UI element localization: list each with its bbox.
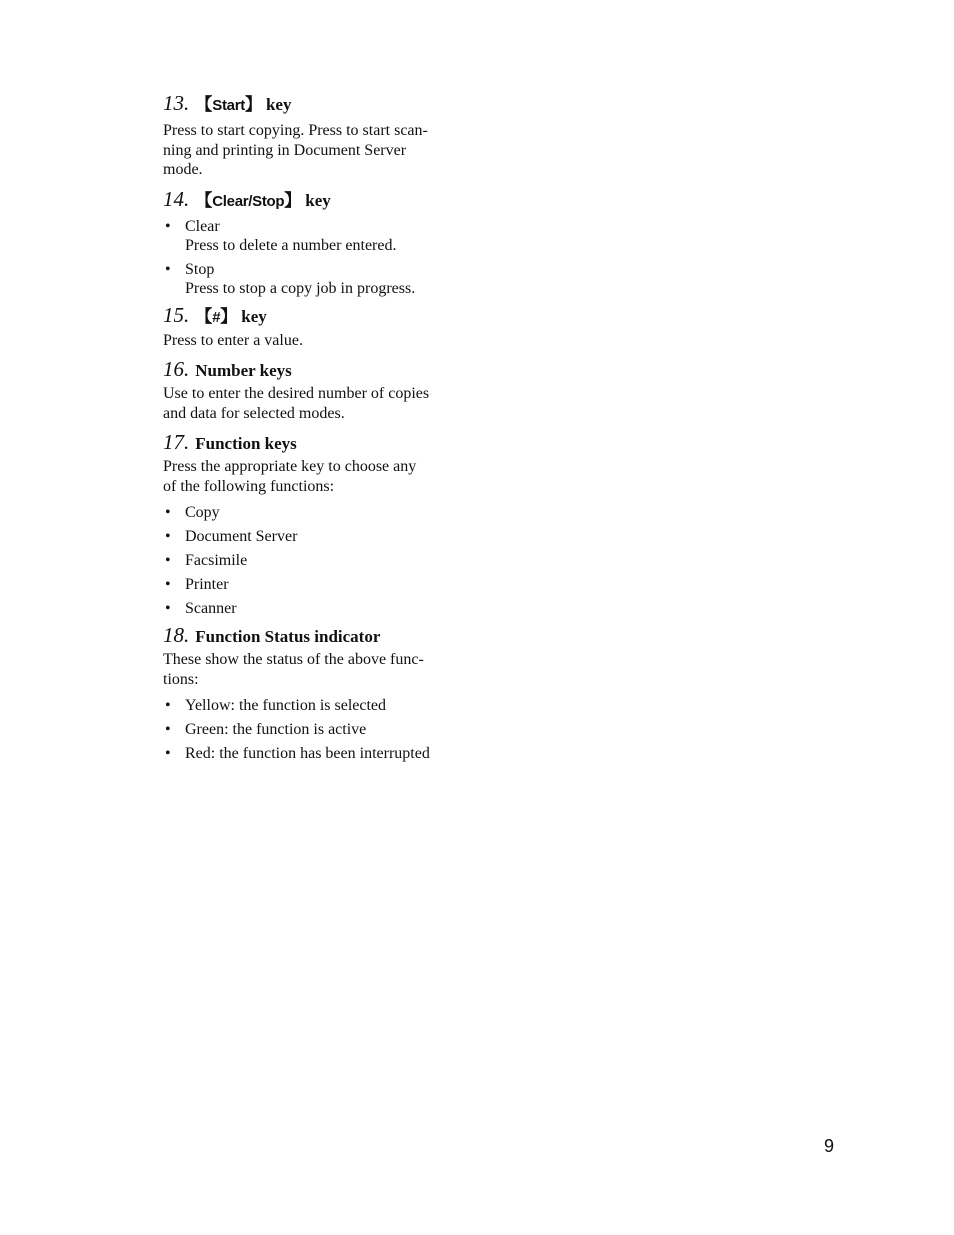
list-item	[163, 217, 460, 255]
section-number: 14.	[163, 186, 190, 211]
key-suffix: key	[265, 95, 292, 114]
list-item: • Copy	[163, 503, 460, 522]
section-heading	[163, 188, 460, 213]
list-item: • Scanner	[163, 599, 460, 618]
body-line: Use to enter the desired number of copies	[163, 385, 430, 402]
section-body	[163, 384, 460, 423]
left-bracket: 【	[195, 190, 213, 210]
section-number: 13.	[163, 91, 190, 115]
section-number-keys	[163, 358, 460, 423]
item-label: • Stop	[185, 260, 215, 278]
section-body	[163, 121, 460, 180]
key-suffix: key	[305, 190, 331, 210]
right-bracket: 】	[244, 95, 262, 114]
key-name: Clear/Stop	[212, 192, 285, 210]
list-item: • Printer	[163, 575, 460, 594]
section-heading	[163, 304, 460, 329]
bullet-list	[163, 217, 460, 298]
right-bracket: 】	[284, 190, 302, 210]
section-heading	[163, 624, 460, 648]
section-title: Number keys	[195, 361, 292, 380]
item-desc: Press to delete a number entered.	[185, 236, 397, 254]
section-heading	[163, 358, 460, 382]
section-title: Function keys	[195, 434, 297, 453]
section-title: Function Status indicator	[195, 627, 381, 646]
section-body	[163, 457, 460, 496]
body-line: Press to enter a value.	[163, 331, 303, 349]
key-suffix: key	[241, 306, 267, 326]
section-heading	[163, 92, 460, 117]
list-item: • Green: the function is active	[163, 720, 460, 739]
text-column	[163, 92, 460, 763]
list-item: • Yellow: the function is selected	[163, 696, 460, 715]
bullet-list	[163, 696, 460, 763]
body-line: Press to start copying. Press to start scan-	[163, 122, 428, 139]
section-clear-stop-key	[163, 188, 460, 298]
left-bracket: 【	[195, 95, 213, 114]
list-item	[163, 260, 460, 298]
list-item: • Facsimile	[163, 551, 460, 570]
body-line: mode.	[163, 161, 203, 178]
body-line: tions:	[163, 670, 199, 688]
key-name: #	[212, 308, 221, 326]
section-function-status-indicator	[163, 624, 460, 763]
page-number: 9	[824, 1136, 835, 1156]
right-bracket: 】	[220, 306, 238, 326]
key-name: Start	[212, 97, 245, 114]
body-line: Press the appropriate key to choose any	[163, 458, 417, 475]
body-line: ning and printing in Document Server	[163, 141, 407, 159]
section-function-keys	[163, 431, 460, 618]
body-line: and data for selected modes.	[163, 404, 345, 422]
section-number: 17.	[163, 430, 190, 454]
section-hash-key	[163, 304, 460, 351]
section-number: 16.	[163, 357, 190, 381]
section-number: 18.	[163, 623, 190, 647]
bullet-list	[163, 503, 460, 618]
item-label: • Clear	[185, 217, 220, 235]
section-heading	[163, 431, 460, 455]
item-desc: Press to stop a copy job in progress.	[185, 279, 416, 297]
section-start-key	[163, 92, 460, 180]
left-bracket: 【	[195, 306, 213, 326]
section-number: 15.	[163, 302, 190, 327]
list-item: • Document Server	[163, 527, 460, 546]
body-line: of the following functions:	[163, 477, 335, 495]
list-item: • Red: the function has been interrupted	[163, 744, 460, 763]
section-body	[163, 331, 460, 351]
body-line: These show the status of the above func-	[163, 651, 424, 668]
section-body	[163, 650, 460, 689]
